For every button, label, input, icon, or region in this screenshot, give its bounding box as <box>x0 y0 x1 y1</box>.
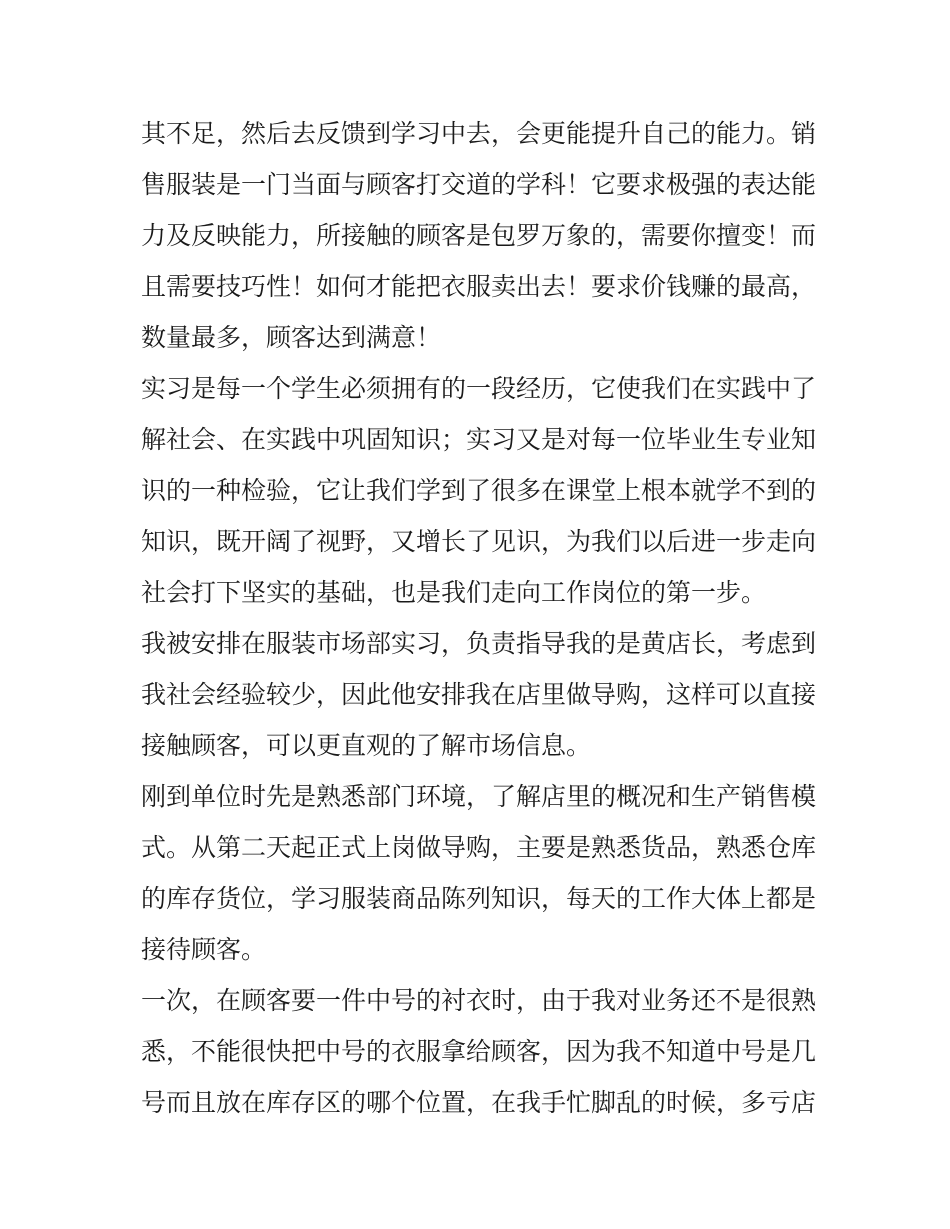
text-line: 社会打下坚实的基础，也是我们走向工作岗位的第一步。 <box>141 578 767 607</box>
text-line: 实习是每一个学生必须拥有的一段经历，它使我们在实践中了 <box>141 374 817 403</box>
text-line: 其不足，然后去反馈到学习中去，会更能提升自己的能力。销 <box>141 119 817 148</box>
text-line: 接待顾客。 <box>141 935 267 964</box>
text-line: 数量最多，顾客达到满意！ <box>141 323 442 352</box>
paragraph-1 <box>141 108 817 363</box>
text-line: 售服装是一门当面与顾客打交道的学科！它要求极强的表达能 <box>141 170 817 199</box>
text-line: 我社会经验较少，因此他安排我在店里做导购，这样可以直接 <box>141 680 817 709</box>
paragraph-5 <box>141 975 817 1128</box>
text-line: 力及反映能力，所接触的顾客是包罗万象的，需要你擅变！而 <box>141 221 817 250</box>
paragraph-4 <box>141 771 817 975</box>
paragraph-2 <box>141 363 817 618</box>
text-line: 悉，不能很快把中号的衣服拿给顾客，因为我不知道中号是几 <box>141 1037 817 1066</box>
paragraph-3 <box>141 618 817 771</box>
text-line: 刚到单位时先是熟悉部门环境，了解店里的概况和生产销售模 <box>141 782 817 811</box>
text-line: 识的一种检验，它让我们学到了很多在课堂上根本就学不到的 <box>141 476 817 505</box>
text-line: 且需要技巧性！如何才能把衣服卖出去！要求价钱赚的最高， <box>141 272 817 301</box>
text-line: 我被安排在服装市场部实习，负责指导我的是黄店长，考虑到 <box>141 629 817 658</box>
text-line: 接触顾客，可以更直观的了解市场信息。 <box>141 731 592 760</box>
text-line: 解社会、在实践中巩固知识；实习又是对每一位毕业生专业知 <box>141 425 817 454</box>
text-line: 一次，在顾客要一件中号的衬衣时，由于我对业务还不是很熟 <box>141 986 817 1015</box>
text-line: 知识，既开阔了视野，又增长了见识，为我们以后进一步走向 <box>141 527 817 556</box>
text-line: 号而且放在库存区的哪个位置，在我手忙脚乱的时候，多亏店 <box>141 1088 817 1117</box>
text-line: 式。从第二天起正式上岗做导购，主要是熟悉货品，熟悉仓库 <box>141 833 817 862</box>
document-body <box>141 108 817 1128</box>
text-line: 的库存货位，学习服装商品陈列知识，每天的工作大体上都是 <box>141 884 817 913</box>
